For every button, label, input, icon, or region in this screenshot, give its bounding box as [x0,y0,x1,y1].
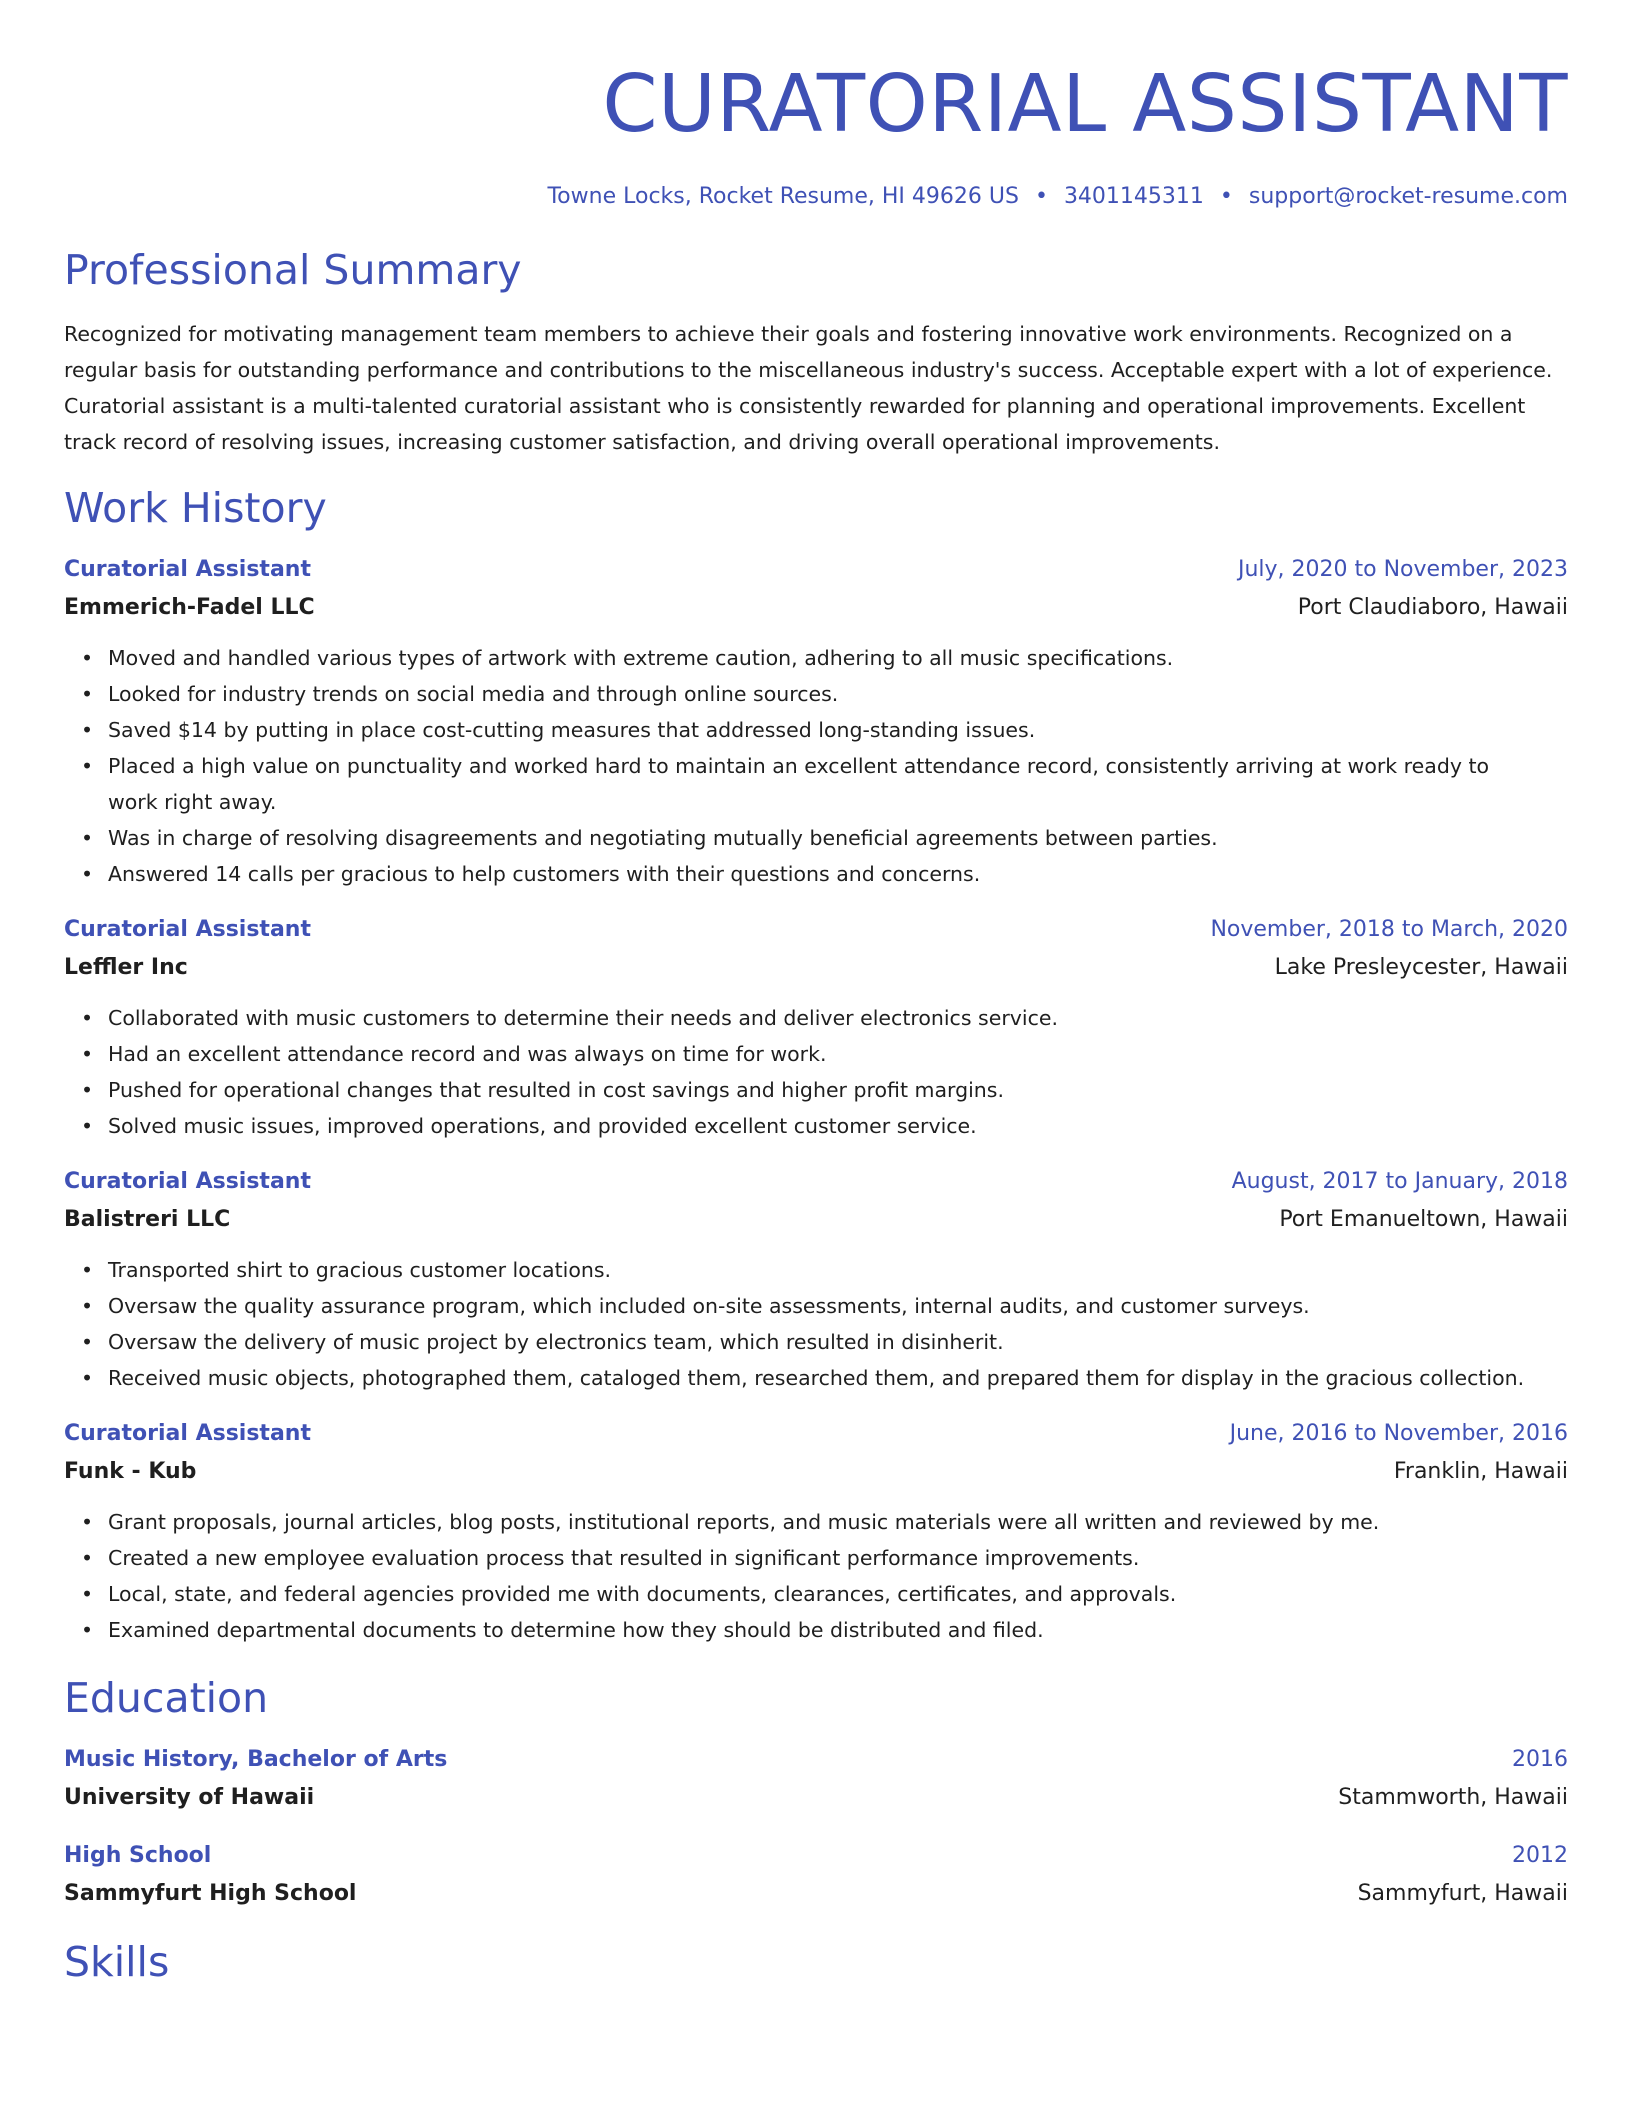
job-entry [64,912,1568,1144]
bullet-icon: • [80,646,94,670]
contact-phone: 3401145311 [1063,184,1204,209]
job-bullet-text: Had an excellent attendance record and was always on time for work. [108,1042,827,1066]
section-title-work-history: Work History [64,484,327,532]
job-bullet [80,1036,1568,1072]
job-company: Funk - Kub [64,1459,197,1484]
education-degree: High School [64,1843,212,1868]
separator-dot: • [1034,184,1048,209]
job-header-row [64,1164,1568,1200]
education-degree: Music History, Bachelor of Arts [64,1747,448,1772]
bullet-icon: • [80,1510,94,1534]
job-location: Port Claudiaboro, Hawaii [1297,595,1568,620]
job-bullet-text: Placed a high value on punctuality and worked hard to maintain an excellent attendance record, consistently arriving at work ready to work right away. [108,754,1490,814]
job-bullet [80,1000,1568,1036]
job-bullet [80,1360,1568,1396]
job-bullet [80,1576,1568,1612]
job-location: Lake Presleycester, Hawaii [1274,955,1568,980]
bullet-icon: • [80,1006,94,1030]
education-year: 2012 [1512,1843,1568,1868]
job-role: Curatorial Assistant [64,917,311,942]
job-bullet [80,1612,1568,1648]
education-entry [64,1742,1568,1818]
bullet-icon: • [80,1294,94,1318]
job-role: Curatorial Assistant [64,1169,311,1194]
contact-address: Towne Locks, Rocket Resume, HI 49626 US [547,184,1019,209]
job-bullet-text: Solved music issues, improved operations, and provided excellent customer service. [108,1114,977,1138]
job-bullet-text: Was in charge of resolving disagreements and negotiating mutually beneficial agreements between parties. [108,826,1218,850]
job-bullet-text: Collaborated with music customers to determine their needs and deliver electronics service. [108,1006,1058,1030]
summary-text: Recognized for motivating management team members to achieve their goals and fostering innovative work environments. Recognized on a regular basis for outstanding performance and contributions to the miscellaneous industry's success. Acceptable expert with a lot of experience. Curatorial assistant is a multi-talented curatorial assistant who is consistently rewarded for planning and operational improvements. Excellent track record of resolving issues, increasing customer satisfaction, and driving overall operational improvements. [64,322,1553,454]
job-header-row [64,1416,1568,1452]
job-bullet-list [64,1000,1568,1144]
job-entry [64,1164,1568,1396]
education-year: 2016 [1512,1747,1568,1772]
job-company-row [64,1452,1568,1492]
job-bullet-text: Oversaw the quality assurance program, which included on-site assessments, internal audits, and customer surveys. [108,1294,1310,1318]
separator-dot: • [1219,184,1233,209]
job-entry [64,1416,1568,1648]
job-header-row [64,912,1568,948]
section-title-education: Education [64,1674,269,1722]
job-bullet-text: Received music objects, photographed them, cataloged them, researched them, and prepared them for display in the gracious collection. [108,1366,1525,1390]
contact-line [64,182,1568,212]
bullet-icon: • [80,1330,94,1354]
bullet-icon: • [80,1366,94,1390]
job-dates: August, 2017 to January, 2018 [1231,1169,1568,1194]
job-dates: July, 2020 to November, 2023 [1237,557,1568,582]
job-location: Port Emanueltown, Hawaii [1279,1207,1568,1232]
job-company: Emmerich-Fadel LLC [64,595,315,620]
resume-header [64,54,1568,212]
section-title-skills: Skills [64,1938,170,1986]
job-company-row [64,1200,1568,1240]
job-bullet-list [64,640,1568,892]
job-bullet-text: Saved $14 by putting in place cost-cutting measures that addressed long-standing issues. [108,718,1036,742]
bullet-icon: • [80,1258,94,1282]
job-bullet-text: Answered 14 calls per gracious to help customers with their questions and concerns. [108,862,981,886]
job-bullet [80,1252,1568,1288]
job-header-row [64,552,1568,588]
bullet-icon: • [80,826,94,850]
job-company: Leffler Inc [64,955,188,980]
job-bullet [80,1288,1568,1324]
work-history-list [64,552,1568,1648]
job-location: Franklin, Hawaii [1393,1459,1568,1484]
job-bullet-text: Created a new employee evaluation process that resulted in significant performance improvements. [108,1546,1140,1570]
job-bullet [80,1108,1568,1144]
job-company: Balistreri LLC [64,1207,231,1232]
bullet-icon: • [80,682,94,706]
education-header-row [64,1838,1568,1874]
job-bullet-text: Transported shirt to gracious customer locations. [108,1258,612,1282]
job-bullet-text: Local, state, and federal agencies provided me with documents, clearances, certificates, and approvals. [108,1582,1177,1606]
job-bullet [80,1540,1568,1576]
job-bullet-text: Examined departmental documents to determine how they should be distributed and filed. [108,1618,1044,1642]
education-entry [64,1838,1568,1914]
job-role: Curatorial Assistant [64,1421,311,1446]
job-bullet [80,1072,1568,1108]
job-company-row [64,588,1568,628]
bullet-icon: • [80,1618,94,1642]
bullet-icon: • [80,754,94,778]
job-bullet-list [64,1252,1568,1396]
job-bullet [80,676,1568,712]
education-location: Stammworth, Hawaii [1338,1785,1568,1810]
education-school-row [64,1874,1568,1914]
job-bullet [80,1504,1568,1540]
contact-email: support@rocket-resume.com [1248,184,1568,209]
bullet-icon: • [80,1078,94,1102]
bullet-icon: • [80,862,94,886]
education-school-row [64,1778,1568,1818]
job-bullet-text: Grant proposals, journal articles, blog posts, institutional reports, and music materials were all written and reviewed by me. [108,1510,1380,1534]
job-bullet [80,820,1568,856]
job-bullet [80,856,1568,892]
job-entry [64,552,1568,892]
job-bullet [80,712,1568,748]
education-school: Sammyfurt High School [64,1881,357,1906]
job-bullet-text: Oversaw the delivery of music project by electronics team, which resulted in disinherit. [108,1330,1004,1354]
education-location: Sammyfurt, Hawaii [1357,1881,1568,1906]
bullet-icon: • [80,1546,94,1570]
job-bullet-list [64,1504,1568,1648]
job-dates: November, 2018 to March, 2020 [1210,917,1568,942]
bullet-icon: • [80,1582,94,1606]
job-bullet [80,748,1568,820]
resume-title: CURATORIAL ASSISTANT [602,58,1568,150]
education-header-row [64,1742,1568,1778]
job-dates: June, 2016 to November, 2016 [1229,1421,1568,1446]
education-list [64,1742,1568,1914]
job-role: Curatorial Assistant [64,557,311,582]
job-bullet-text: Pushed for operational changes that resulted in cost savings and higher profit margins. [108,1078,1004,1102]
section-title-summary: Professional Summary [64,246,522,294]
education-school: University of Hawaii [64,1785,315,1810]
bullet-icon: • [80,718,94,742]
job-bullet-text: Moved and handled various types of artwork with extreme caution, adhering to all music specifications. [108,646,1174,670]
job-bullet-text: Looked for industry trends on social media and through online sources. [108,682,839,706]
job-bullet [80,1324,1568,1360]
job-company-row [64,948,1568,988]
job-bullet [80,640,1568,676]
bullet-icon: • [80,1114,94,1138]
bullet-icon: • [80,1042,94,1066]
